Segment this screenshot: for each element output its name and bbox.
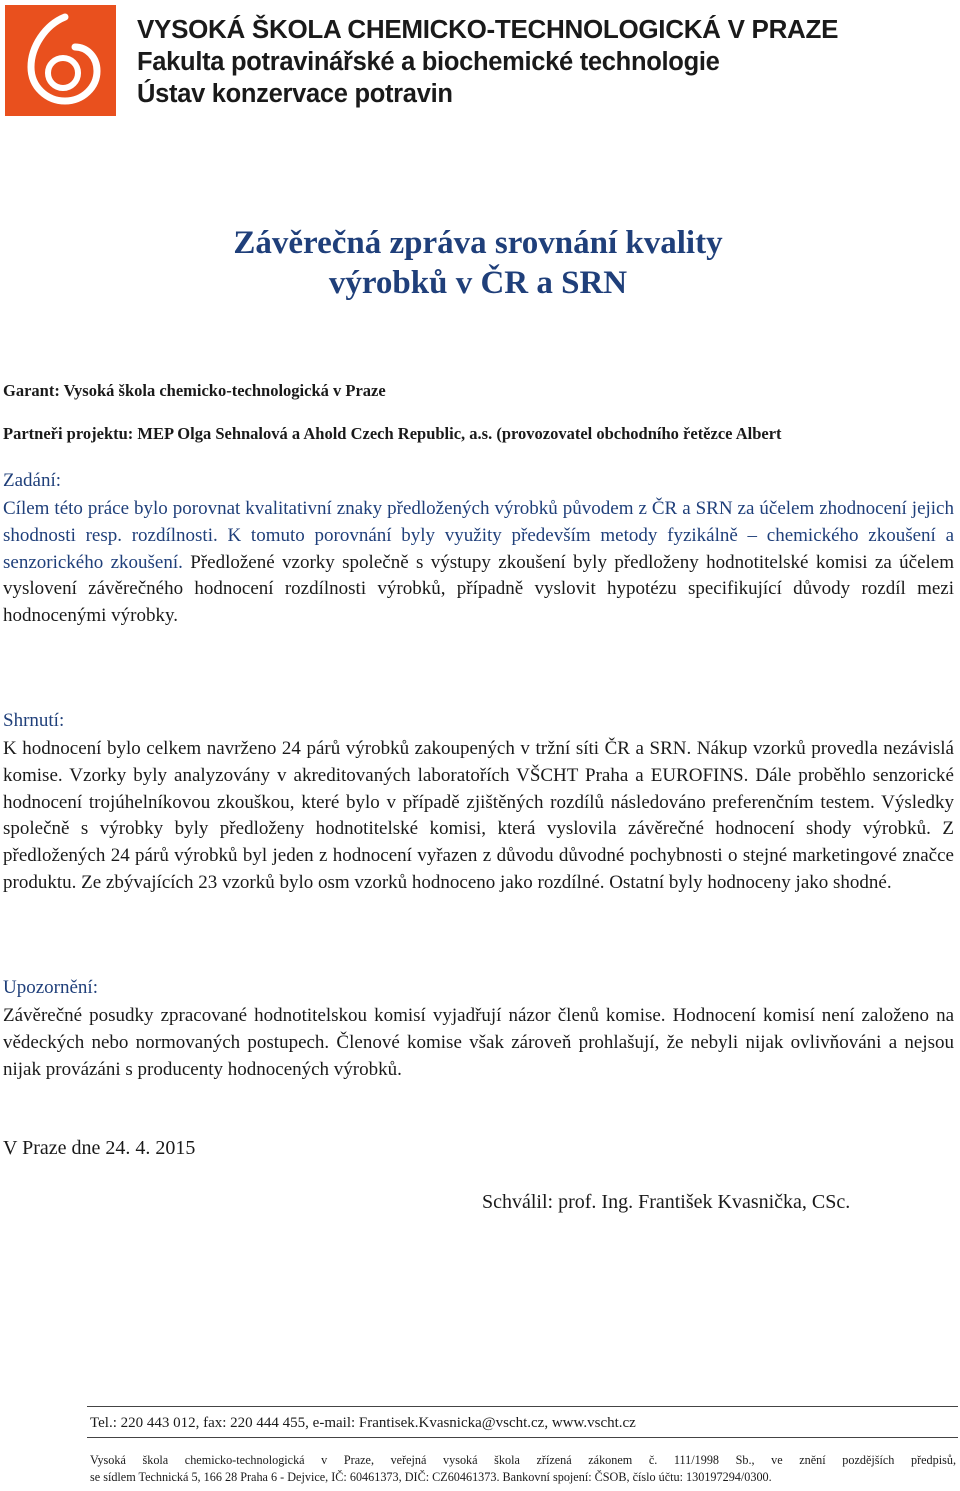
zadani-paragraph xyxy=(3,496,954,630)
header-department: Ústav konzervace potravin xyxy=(137,80,453,108)
footer-legal-line2: se sídlem Technická 5, 166 28 Praha 6 - Dejvice, IČ: 60461373, DIČ: CZ60461373. Bankovní spojení: ČSOB, číslo účtu: 130197294/0300. xyxy=(90,1470,772,1484)
date-line: V Praze dne 24. 4. 2015 xyxy=(3,1137,196,1159)
footer-divider-top xyxy=(87,1406,958,1407)
upozorneni-heading: Upozornění: xyxy=(3,977,98,998)
garant-line: Garant: Vysoká škola chemicko-technologická v Praze xyxy=(3,381,386,400)
zadani-text-dark: Předložené vzorky společně s výstupy zkoušení byly předloženy hodnotitelské komisi za účelem vyslovení závěrečného hodnocení rozdílnosti výrobků, případně vyslovit hypotézu specifikující důvody rozdíl mezi hodnocenými výrobky. xyxy=(3,551,955,627)
vscht-logo xyxy=(5,5,116,116)
zadani-heading: Zadání: xyxy=(3,470,62,491)
header-university: VYSOKÁ ŠKOLA CHEMICKO-TECHNOLOGICKÁ V PRAZE xyxy=(137,14,839,44)
page-title-line1: Závěrečná zpráva srovnání kvality xyxy=(233,225,723,261)
shrnuti-heading: Shrnutí: xyxy=(3,710,65,731)
drop-and-circle-logo-icon xyxy=(5,5,116,116)
page-title-line2: výrobků v ČR a SRN xyxy=(328,265,628,301)
partneri-line: Partneři projektu: MEP Olga Sehnalová a Ahold Czech Republic, a.s. (provozovatel obchodního řetězce Albert xyxy=(3,424,782,443)
footer-divider-bottom xyxy=(87,1437,958,1438)
upozorneni-paragraph: Závěrečné posudky zpracované hodnotitelskou komisí vyjadřují názor členů komise. Hodnocení komisí není založeno na vědeckých nebo normovaných postupech. Členové komise však zároveň prohlašují, že nebyli nijak ovlivňováni a nejsou nijak provázáni s producenty hodnocených výrobků. xyxy=(3,1005,954,1080)
footer-contact: Tel.: 220 443 012, fax: 220 444 455, e-mail: Frantisek.Kvasnicka@vscht.cz, www.vscht.cz xyxy=(90,1415,636,1431)
shrnuti-paragraph: K hodnocení bylo celkem navrženo 24 párů výrobků zakoupených v tržní síti ČR a SRN. Nákup vzorků provedla nezávislá komise. Vzorky byly analyzovány v akreditovaných laboratořích VŠCHT Praha a EUROFINS. Dále proběhlo senzorické hodnocení trojúhelníkovou zkouškou, které bylo v případě zjištěných rozdílů následováno preferenčním testem. Výsledky společně s výrobky byly předloženy hodnotitelské komisi, která vyslovila závěrečné hodnocení shody výrobků. Z předložených 24 párů výrobků byl jeden z hodnocení vyřazen z důvodu důvodné pochybnosti o stejné marketingové značce produktu. Ze zbývajících 23 vzorků bylo osm vzorků hodnoceno jako rozdílné. Ostatní byly hodnoceny jako shodné. xyxy=(3,738,954,893)
header-faculty: Fakulta potravinářské a biochemické technologie xyxy=(137,48,720,76)
signature-line: Schválil: prof. Ing. František Kvasnička, CSc. xyxy=(482,1191,851,1213)
zadani-text-blue: Cílem této práce bylo porovnat kvalitativní znaky předložených výrobků původem z ČR a SRN za účelem zhodnocení jejich shodnosti resp. rozdílnosti. K tomuto porovnání byly využity především metody fyzikálně – chemického zkoušení a senzorického zkoušení. xyxy=(3,498,954,573)
footer-legal-line1: Vysoká škola chemicko-technologická v Praze, veřejná vysoká škola zřízená zákonem č. 111/1998 Sb., ve znění pozdějších předpisů, xyxy=(90,1453,956,1467)
